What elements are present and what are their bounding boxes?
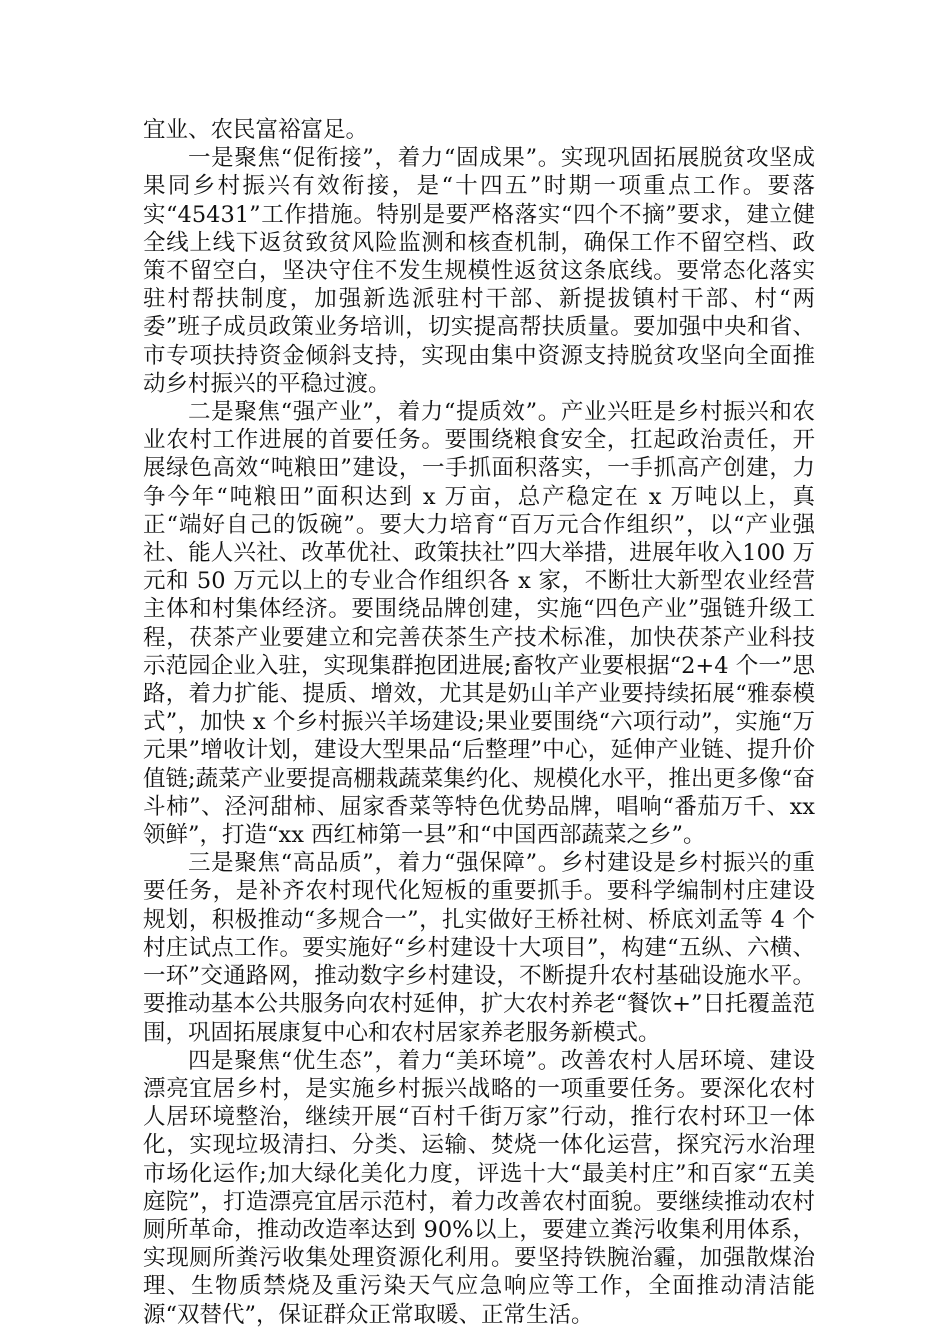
- paragraph-section-3: 三是聚焦“高品质”，着力“强保障”。乡村建设是乡村振兴的重要任务，是补齐农村现代化短板的重要抓手。要科学编制村庄建设规划，积极推动“多规合一”，扎实做好王桥社树、桥底刘孟等 4 个村庄试点工作。要实施好“乡村建设十大项目”，构建“五纵、六横、一环”交通路网，推动数字乡村建设，不断提升农村基础设施水平。要推动基本公共服务向农村延伸，扩大农村养老“餐饮+”日托覆盖范围，巩固拓展康复中心和农村居家养老服务新模式。: [143, 850, 815, 1046]
- paragraph-section-2: 二是聚焦“强产业”，着力“提质效”。产业兴旺是乡村振兴和农业农村工作进展的首要任务。要围绕粮食安全，扛起政治责任，开展绿色高效“吨粮田”建设，一手抓面积落实，一手抓高产创建，力争今年“吨粮田”面积达到 x 万亩，总产稳定在 x 万吨以上，真正“端好自己的饭碗”。要大力培育“百万元合作组织”，以“产业强社、能人兴社、改革优社、政策扶社”四大举措，进展年收入100 万元和 50 万元以上的专业合作组织各 x 家，不断壮大新型农业经营主体和村集体经济。要围绕品牌创建，实施“四色产业”强链升级工程，茯茶产业要建立和完善茯茶生产技术标准，加快茯茶产业科技示范园企业入驻，实现集群抱团进展;畜牧产业要根据“2+4 个一”思路，着力扩能、提质、增效，尤其是奶山羊产业要持续拓展“雅泰模式”，加快 x 个乡村振兴羊场建设;果业要围绕“六项行动”，实施“万元果”增收计划，建设大型果品“后整理”中心，延伸产业链、提升价值链;蔬菜产业要提高棚栽蔬菜集约化、规模化水平，推出更多像“奋斗柿”、泾河甜柿、屈家香菜等特色优势品牌，唱响“番茄万千、xx 领鲜”，打造“xx 西红柿第一县”和“中国西部蔬菜之乡”。: [143, 399, 815, 849]
- paragraph-continuation: 宜业、农民富裕富足。: [143, 117, 369, 143]
- paragraph-section-4: 四是聚焦“优生态”，着力“美环境”。改善农村人居环境、建设漂亮宜居乡村，是实施乡村振兴战略的一项重要任务。要深化农村人居环境整治，继续开展“百村千街万家”行动，推行农村环卫一体化，实现垃圾清扫、分类、运输、焚烧一体化运营，探究污水治理市场化运作;加大绿化美化力度，评选十大“最美村庄”和百家“五美庭院”，打造漂亮宜居示范村，着力改善农村面貌。要继续推动农村厕所革命，推动改造率达到 90%以上，要建立粪污收集利用体系，实现厕所粪污收集处理资源化利用。要坚持铁腕治霾，加强散煤治理、生物质禁烧及重污染天气应急响应等工作，全面推动清洁能源“双替代”，保证群众正常取暖、正常生活。: [143, 1047, 815, 1328]
- paragraph-section-1: 一是聚焦“促衔接”，着力“固成果”。实现巩固拓展脱贫攻坚成果同乡村振兴有效衔接，是“十四五”时期一项重点工作。要落实“45431”工作措施。特别是要严格落实“四个不摘”要求，建立健全线上线下返贫致贫风险监测和核查机制，确保工作不留空档、政策不留空白，坚决守住不发生规模性返贫这条底线。要常态化落实驻村帮扶制度，加强新选派驻村干部、新提拔镇村干部、村“两委”班子成员政策业务培训，切实提高帮扶质量。要加强中央和省、市专项扶持资金倾斜支持，实现由集中资源支持脱贫攻坚向全面推动乡村振兴的平稳过渡。: [143, 145, 815, 397]
- document-body: [143, 116, 815, 1329]
